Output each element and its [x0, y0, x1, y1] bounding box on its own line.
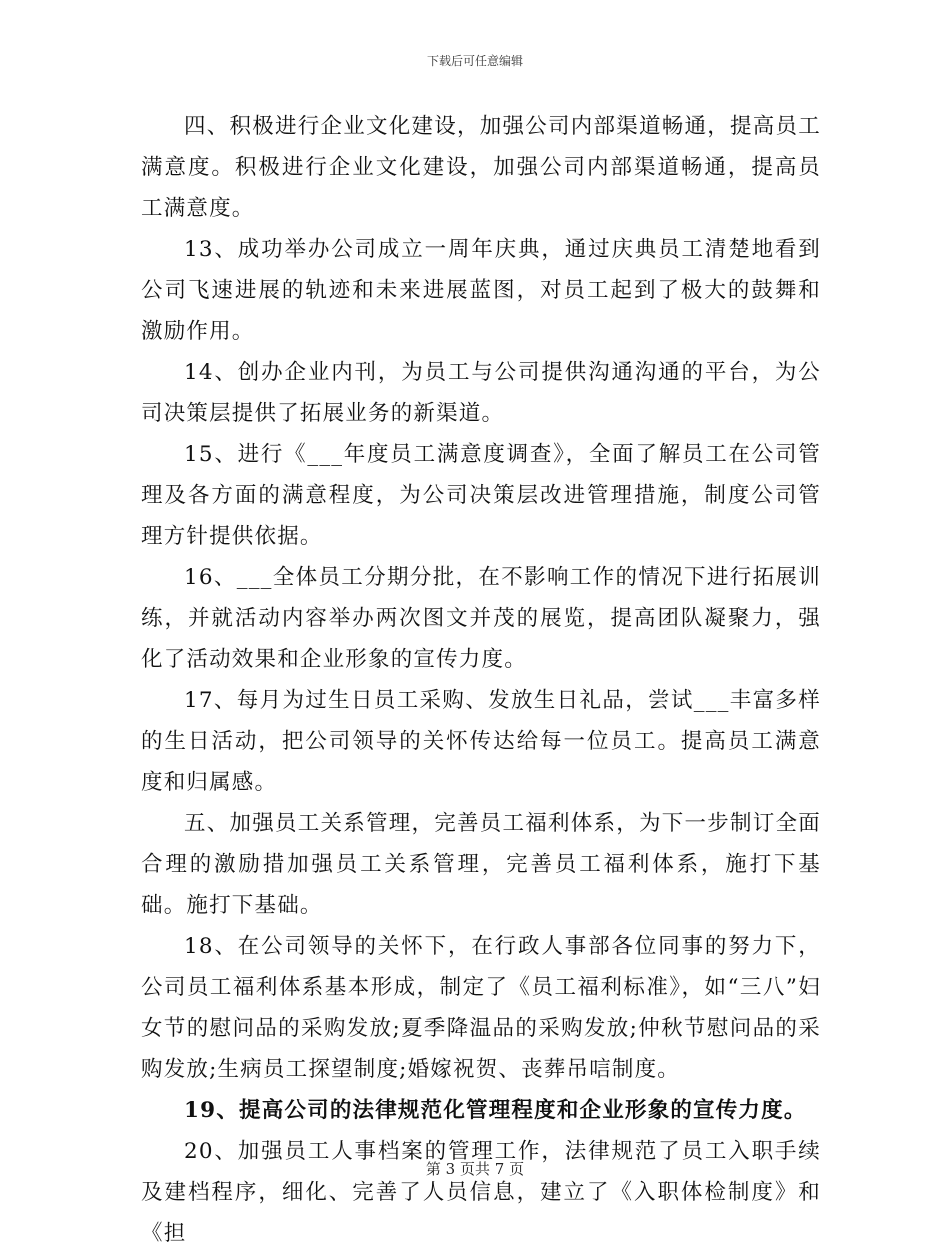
bold-paragraph: 19、提高公司的法律规范化管理程度和企业形象的宣传力度。	[184, 1098, 807, 1123]
paragraph: 五、加强员工关系管理，完善员工福利体系，为下一步制订全面合理的激励措加强员工关系管理，完善员工福利体系，施打下基础。施打下基础。	[141, 811, 821, 918]
page-number-footer: 第 3 页共 7 页	[425, 1160, 525, 1178]
paragraph: 18、在公司领导的关怀下，在行政人事部各位同事的努力下，公司员工福利体系基本形成，制定了《员工福利标准》，如“三八”妇女节的慰问品的采购发放;夏季降温品的采购发放;仲秋节慰问品的采购发放;生病员工探望制度;婚嫁祝贺、丧葬吊唁制度。	[141, 934, 821, 1082]
paragraph: 20、加强员工人事档案的管理工作，法律规范了员工入职手续及建档程序，细化、完善了人员信息，建立了《入职体检制度》和《担	[141, 1139, 821, 1246]
paragraph: 15、进行《___年度员工满意度调查》，全面了解员工在公司管理及各方面的满意程度，为公司决策层改进管理措施，制度公司管理方针提供依据。	[141, 442, 821, 549]
paragraph: 17、每月为过生日员工采购、发放生日礼品，尝试___丰富多样的生日活动，把公司领导的关怀传达给每一位员工。提高员工满意度和归属感。	[141, 688, 821, 795]
paragraph: 16、___全体员工分期分批，在不影响工作的情况下进行拓展训练，并就活动内容举办两次图文并茂的展览，提高团队凝聚力，强化了活动效果和企业形象的宣传力度。	[141, 565, 821, 672]
paragraph: 13、成功举办公司成立一周年庆典，通过庆典员工清楚地看到公司飞速进展的轨迹和未来进展蓝图，对员工起到了极大的鼓舞和激励作用。	[141, 237, 821, 344]
paragraph: 四、积极进行企业文化建设，加强公司内部渠道畅通，提高员工满意度。积极进行企业文化建设，加强公司内部渠道畅通，提高员工满意度。	[141, 114, 821, 221]
document-body	[141, 106, 821, 1254]
paragraph: 14、创办企业内刊，为员工与公司提供沟通沟通的平台，为公司决策层提供了拓展业务的新渠道。	[141, 360, 821, 426]
page-header: 下载后可任意编辑	[426, 54, 523, 68]
